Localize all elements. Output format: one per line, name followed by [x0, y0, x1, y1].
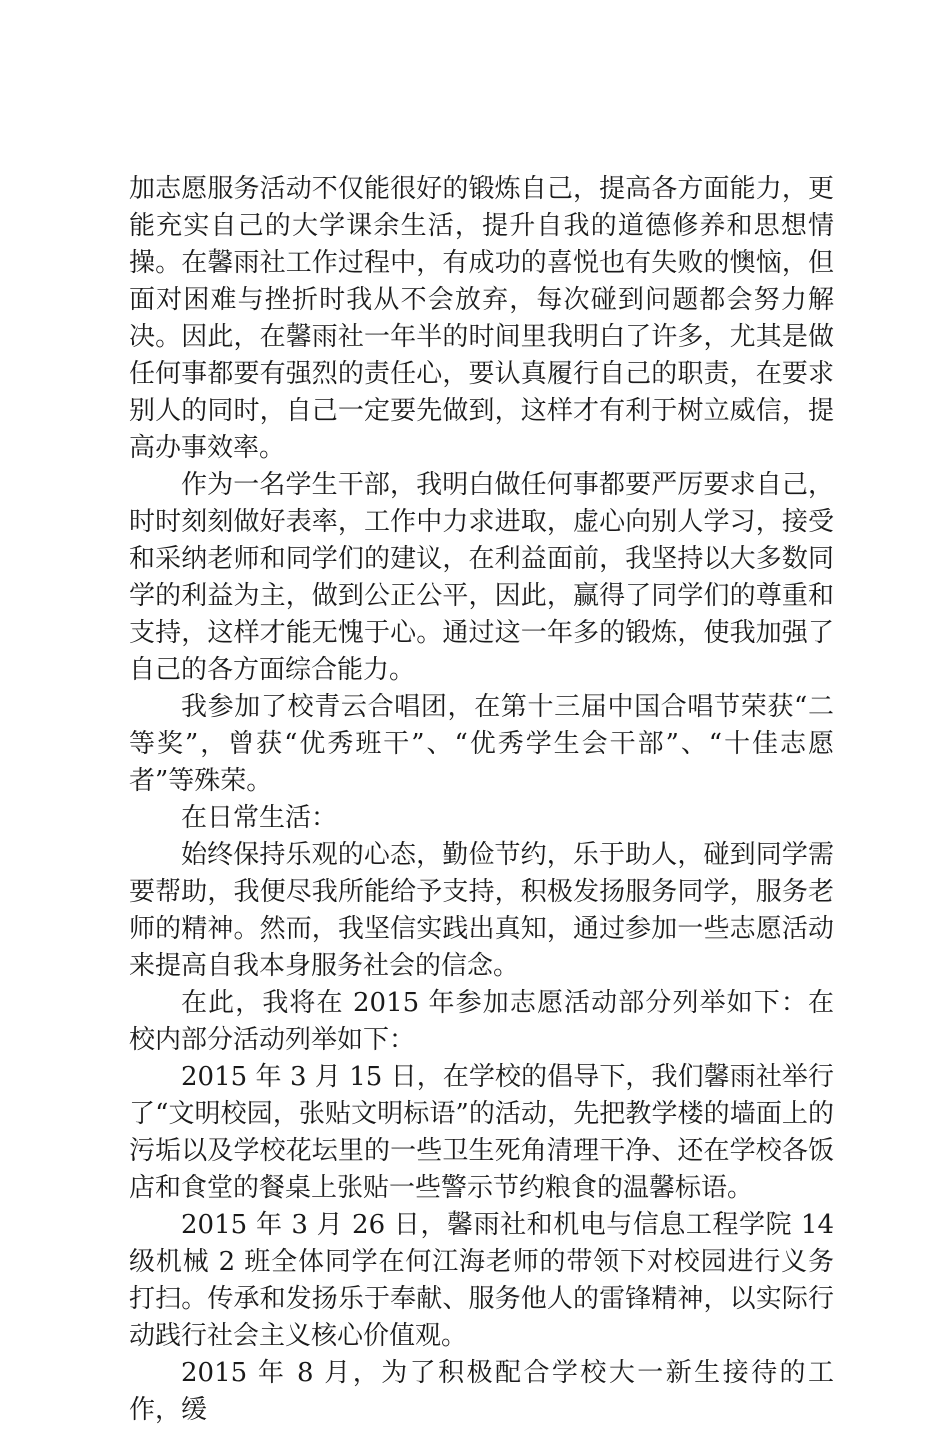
paragraph-student-cadre: 作为一名学生干部，我明白做任何事都要严厉要求自己，时时刻刻做好表率，工作中力求进取，虚心向别人学习，接受和采纳老师和同学们的建议，在利益面前，我坚持以大多数同学的利益为主，做到公正公平，因此，赢得了同学们的尊重和支持，这样才能无愧于心。通过这一年多的锻炼，使我加强了自己的各方面综合能力。 — [129, 470, 834, 685]
paragraph-awards: 我参加了校青云合唱团，在第十三届中国合唱节荣获“二等奖”，曾获“优秀班干”、“优秀学生会干部”、“十佳志愿者”等殊荣。 — [129, 692, 834, 796]
paragraph-continuation: 加志愿服务活动不仅能很好的锻炼自己，提高各方面能力，更能充实自己的大学课余生活，提升自我的道德修养和思想情操。在馨雨社工作过程中，有成功的喜悦也有失败的懊恼，但面对困难与挫折时我从不会放弃，每次碰到问题都会努力解决。因此，在馨雨社一年半的时间里我明白了许多，尤其是做任何事都要有强烈的责任心，要认真履行自己的职责，在要求别人的同时，自己一定要先做到，这样才有利于树立威信，提高办事效率。 — [129, 174, 834, 463]
paragraph-daily-life-heading: 在日常生活： — [181, 803, 338, 833]
paragraph-daily-life: 始终保持乐观的心态，勤俭节约，乐于助人，碰到同学需要帮助，我便尽我所能给予支持，积极发扬服务同学，服务老师的精神。然而，我坚信实践出真知，通过参加一些志愿活动来提高自我本身服务社会的信念。 — [129, 840, 834, 981]
paragraph-activity-august: 2015 年 8 月，为了积极配合学校大一新生接待的工作，缓 — [129, 1358, 834, 1425]
paragraph-activity-march-15: 2015 年 3 月 15 日，在学校的倡导下，我们馨雨社举行了“文明校园，张贴文明标语”的活动，先把教学楼的墙面上的污垢以及学校花坛里的一些卫生死角清理干净、还在学校各饭店和食堂的餐桌上张贴一些警示节约粮食的温馨标语。 — [129, 1062, 834, 1203]
paragraph-activity-march-26: 2015 年 3 月 26 日，馨雨社和机电与信息工程学院 14 级机械 2 班全体同学在何江海老师的带领下对校园进行义务打扫。传承和发扬乐于奉献、服务他人的雷锋精神，以实际行动践行社会主义核心价值观。 — [129, 1210, 834, 1351]
document-body — [129, 171, 834, 1429]
paragraph-activities-intro: 在此，我将在 2015 年参加志愿活动部分列举如下：在校内部分活动列举如下： — [129, 988, 834, 1055]
